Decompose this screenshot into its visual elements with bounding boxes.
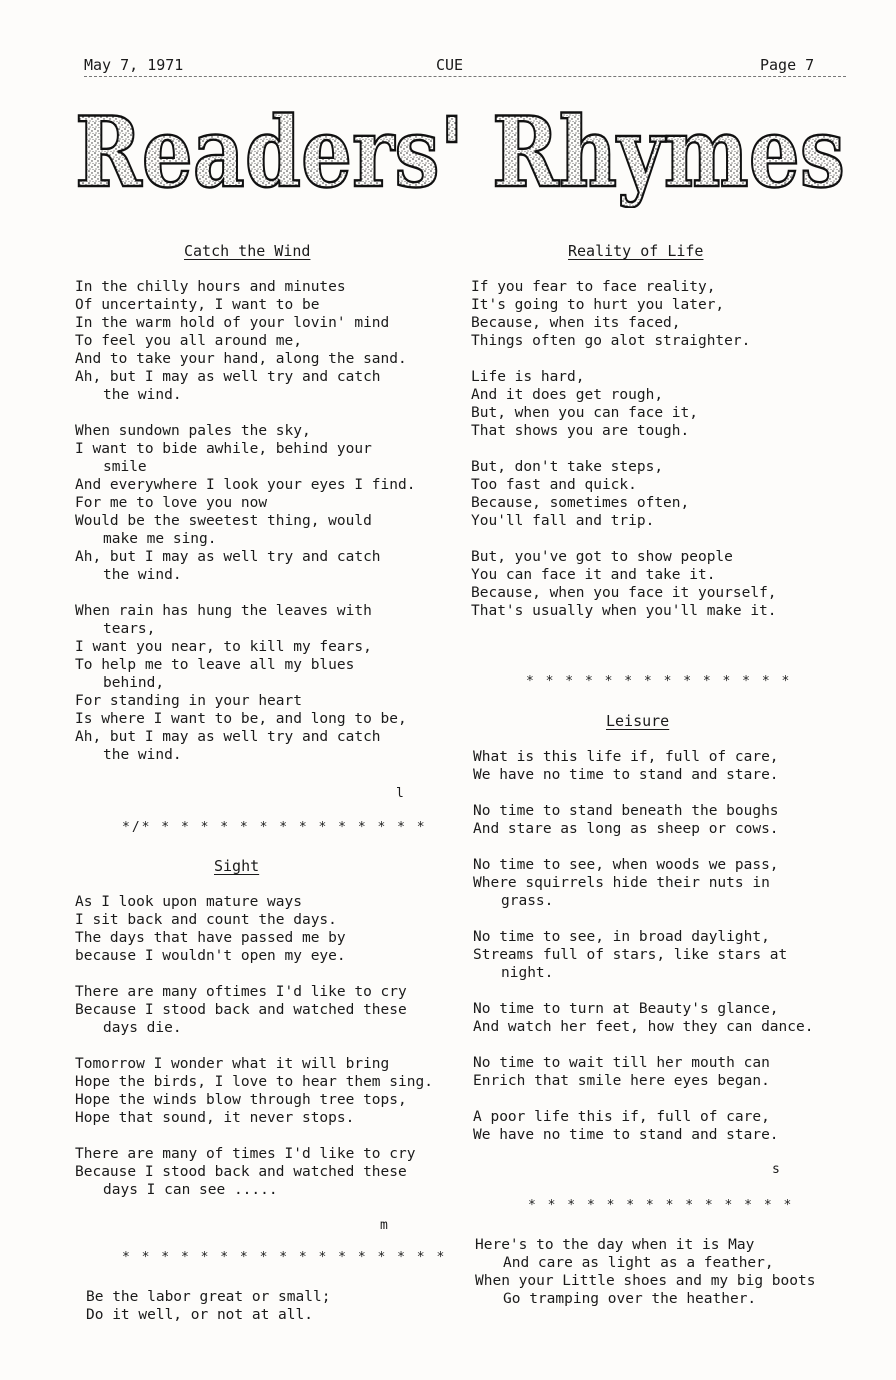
page-number: Page 7 — [760, 56, 815, 74]
verse-line: No time to wait till her mouth can — [473, 1055, 770, 1071]
verse-line: No time to see, when woods we pass, — [473, 857, 779, 873]
poem-title-catch-the-wind: Catch the Wind — [184, 242, 311, 260]
stanza — [75, 1145, 433, 1199]
verse-line: There are many of times I'd like to cry — [75, 1146, 416, 1162]
poem-catch-the-wind — [75, 278, 415, 782]
verse-line: Be the labor great or small; — [86, 1289, 331, 1305]
verse-line: And stare as long as sheep or cows. — [473, 821, 779, 837]
separator-stars: * * * * * * * * * * * * * * * * * — [122, 1250, 447, 1265]
verse-line: Because I stood back and watched these — [75, 1164, 407, 1180]
verse-line: I sit back and count the days. — [75, 912, 337, 928]
verse-line: But, when you can face it, — [471, 405, 698, 421]
stanza — [473, 802, 813, 838]
verse-line: I want you near, to kill my fears, — [75, 639, 372, 655]
verse-line: Here's to the day when it is May — [475, 1237, 755, 1253]
verse-line: Things often go alot straighter. — [471, 333, 751, 349]
publication-name: CUE — [436, 56, 464, 74]
verse-line: tears, — [103, 621, 156, 637]
verse-line: To help me to leave all my blues — [75, 657, 355, 673]
verse-line: Ah, but I may as well try and catch — [75, 369, 381, 385]
poem-sight — [75, 893, 433, 1217]
verse-line: What is this life if, full of care, — [473, 749, 779, 765]
stanza — [75, 278, 415, 404]
verse-line: To feel you all around me, — [75, 333, 302, 349]
stanza — [471, 368, 777, 440]
verse-line: In the chilly hours and minutes — [75, 279, 346, 295]
verse-line: It's going to hurt you later, — [471, 297, 725, 313]
verse-line: In the warm hold of your lovin' mind — [75, 315, 390, 331]
stanza — [473, 928, 813, 982]
verse-line: Is where I want to be, and long to be, — [75, 711, 407, 727]
poem-reality-of-life — [471, 278, 777, 638]
stanza — [473, 1000, 813, 1036]
verse-line: When rain has hung the leaves with — [75, 603, 372, 619]
verse-line: days die. — [103, 1020, 182, 1036]
verse-line: Too fast and quick. — [471, 477, 637, 493]
verse-line: But, you've got to show people — [471, 549, 733, 565]
verse-line: And watch her feet, how they can dance. — [473, 1019, 814, 1035]
verse-line: Would be the sweetest thing, would — [75, 513, 372, 529]
verse-line: That shows you are tough. — [471, 423, 690, 439]
verse-line: Tomorrow I wonder what it will bring — [75, 1056, 390, 1072]
verse-line: No time to stand beneath the boughs — [473, 803, 779, 819]
stanza — [473, 1054, 813, 1090]
poem-signature-mark: s — [772, 1162, 780, 1177]
verse-line: the wind. — [103, 387, 182, 403]
masthead-title — [70, 98, 850, 208]
poem-signature-mark: l — [396, 786, 404, 801]
verse-line: And to take your hand, along the sand. — [75, 351, 407, 367]
verse-line: Hope the winds blow through tree tops, — [75, 1092, 407, 1108]
stanza — [75, 422, 415, 584]
verse-line: We have no time to stand and stare. — [473, 767, 779, 783]
separator-stars: */* * * * * * * * * * * * * * * — [122, 820, 427, 835]
stanza — [75, 893, 433, 965]
stanza — [471, 278, 777, 350]
verse-line: You'll fall and trip. — [471, 513, 655, 529]
stanza — [75, 602, 415, 764]
verse-line: A poor life this if, full of care, — [473, 1109, 770, 1125]
verse-line: If you fear to face reality, — [471, 279, 716, 295]
svg-text:Readers' Rhymes: Readers' Rhymes — [75, 98, 845, 208]
verse-line: smile — [103, 459, 147, 475]
verse-line: Because, when its faced, — [471, 315, 681, 331]
verse-line: behind, — [103, 675, 165, 691]
verse-line: Life is hard, — [471, 369, 585, 385]
verse-line: Ah, but I may as well try and catch — [75, 549, 381, 565]
verse-line: Because, sometimes often, — [471, 495, 690, 511]
verse-line: the wind. — [103, 747, 182, 763]
verse-line: There are many oftimes I'd like to cry — [75, 984, 407, 1000]
verse-line: make me sing. — [103, 531, 217, 547]
verse-line: Hope the birds, I love to hear them sing. — [75, 1074, 433, 1090]
stanza — [75, 1055, 433, 1127]
verse-line: When your Little shoes and my big boots — [475, 1273, 816, 1289]
issue-date: May 7, 1971 — [84, 56, 184, 74]
verse-line: No time to see, in broad daylight, — [473, 929, 770, 945]
verse-line: grass. — [501, 893, 554, 909]
poem-couplet — [86, 1288, 330, 1324]
verse-line: No time to turn at Beauty's glance, — [473, 1001, 779, 1017]
verse-line: the wind. — [103, 567, 182, 583]
verse-line: That's usually when you'll make it. — [471, 603, 777, 619]
poem-title-sight: Sight — [214, 857, 260, 875]
stanza — [473, 856, 813, 910]
verse-line: We have no time to stand and stare. — [473, 1127, 779, 1143]
verse-line: Ah, but I may as well try and catch — [75, 729, 381, 745]
verse-line: As I look upon mature ways — [75, 894, 302, 910]
separator-stars: * * * * * * * * * * * * * * — [526, 674, 792, 689]
verse-line: And it does get rough, — [471, 387, 664, 403]
verse-line: For standing in your heart — [75, 693, 302, 709]
verse-line: When sundown pales the sky, — [75, 423, 311, 439]
separator-stars: * * * * * * * * * * * * * * — [528, 1198, 794, 1213]
verse-line: And everywhere I look your eyes I find. — [75, 477, 416, 493]
verse-line: The days that have passed me by — [75, 930, 346, 946]
verse-line: because I wouldn't open my eye. — [75, 948, 346, 964]
verse-line: days I can see ..... — [103, 1182, 278, 1198]
stanza — [75, 983, 433, 1037]
stanza — [473, 1108, 813, 1144]
verse-line: Of uncertainty, I want to be — [75, 297, 320, 313]
stanza — [471, 548, 777, 620]
verse-line: Do it well, or not at all. — [86, 1307, 313, 1323]
verse-line: Because, when you face it yourself, — [471, 585, 777, 601]
verse-line: Where squirrels hide their nuts in — [473, 875, 770, 891]
stanza — [471, 458, 777, 530]
verse-line: Streams full of stars, like stars at — [473, 947, 788, 963]
poem-signature-mark: m — [380, 1218, 388, 1233]
verse-line: night. — [501, 965, 554, 981]
verse-line: Because I stood back and watched these — [75, 1002, 407, 1018]
poem-leisure — [473, 748, 813, 1162]
stanza — [473, 748, 813, 784]
verse-line: Enrich that smile here eyes began. — [473, 1073, 770, 1089]
verse-line: You can face it and take it. — [471, 567, 716, 583]
verse-line: I want to bide awhile, behind your — [75, 441, 372, 457]
poem-title-reality-of-life: Reality of Life — [568, 242, 704, 260]
verse-line: But, don't take steps, — [471, 459, 664, 475]
verse-line: Hope that sound, it never stops. — [75, 1110, 355, 1126]
verse-line: For me to love you now — [75, 495, 268, 511]
poem-title-leisure: Leisure — [606, 712, 670, 730]
header-rule — [84, 76, 846, 77]
verse-line: Go tramping over the heather. — [503, 1291, 757, 1307]
poem-here-is-to-the-day — [475, 1236, 815, 1308]
verse-line: And care as light as a feather, — [503, 1255, 774, 1271]
